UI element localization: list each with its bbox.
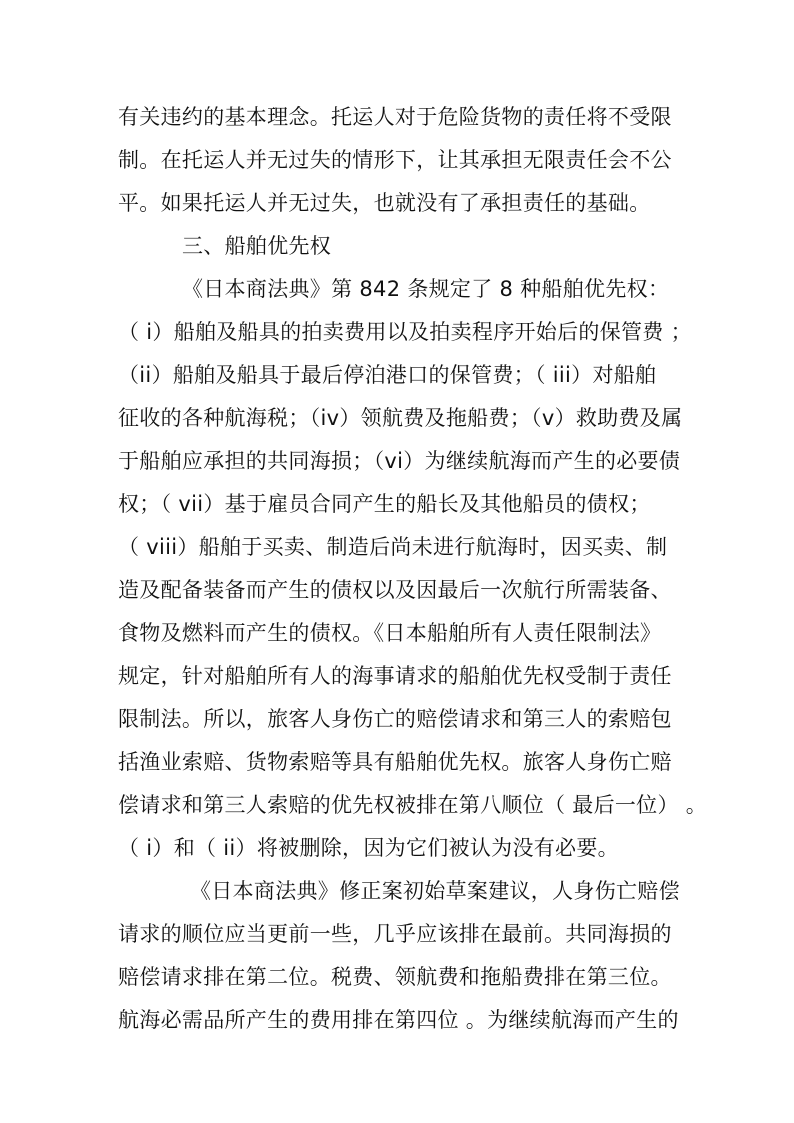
text-line: 平。如果托运人并无过失，也就没有了承担责任的基础。 [118, 191, 651, 215]
text-line: （ i）船舶及船具的拍卖费用以及拍卖程序开始后的保管费 ； [118, 320, 692, 344]
text-line: 征收的各种航海税；（iv）领航费及拖船费；（v）救助费及属 [118, 406, 683, 430]
text-line: 《日本商法典》修正案初始草案建议，人身伤亡赔偿 [190, 879, 680, 903]
text-line: 造及配备装备而产生的债权以及因最后一次航行所需装备、 [118, 578, 672, 602]
text-line: 限制法。所以，旅客人身伤亡的赔偿请求和第三人的索赔包 [118, 707, 672, 731]
text-line: 制。在托运人并无过失的情形下，让其承担无限责任会不公 [118, 148, 672, 172]
text-line: （ii）船舶及船具于最后停泊港口的保管费；（ iii）对船舶 [118, 363, 657, 387]
text-line: 规定，针对船舶所有人的海事请求的船舶优先权受制于责任 [118, 664, 672, 688]
text-line: 《日本商法典》第 842 条规定了 8 种船舶优先权： [182, 277, 670, 301]
text-line: 航海必需品所产生的费用排在第四位 。为继续航海而产生的 [118, 1008, 679, 1032]
text-line: 食物及燃料而产生的债权。《日本船舶所有人责任限制法》 [118, 621, 662, 645]
text-line: 赔偿请求排在第二位。税费、领航费和拖船费排在第三位。 [118, 965, 672, 989]
text-line: 有关违约的基本理念。托运人对于危险货物的责任将不受限 [118, 105, 672, 129]
text-line: 请求的顺位应当更前一些，几乎应该排在最前。共同海损的 [118, 922, 672, 946]
text-line: 偿请求和第三人索赔的优先权被排在第八顺位（ 最后一位） 。 [118, 793, 708, 817]
text-line: （ viii）船舶于买卖、制造后尚未进行航海时，因买卖、制 [118, 535, 668, 559]
text-line: 权；（ vii）基于雇员合同产生的船长及其他船员的债权； [118, 492, 651, 516]
text-line: 括渔业索赔、货物索赔等具有船舶优先权。旅客人身伤亡赔 [118, 750, 672, 774]
section-heading: 三、船舶优先权 [182, 234, 332, 258]
text-line: （ i）和（ ii）将被删除，因为它们被认为没有必要。 [118, 836, 619, 860]
text-line: 于船舶应承担的共同海损；（vi）为继续航海而产生的必要债 [118, 449, 681, 473]
